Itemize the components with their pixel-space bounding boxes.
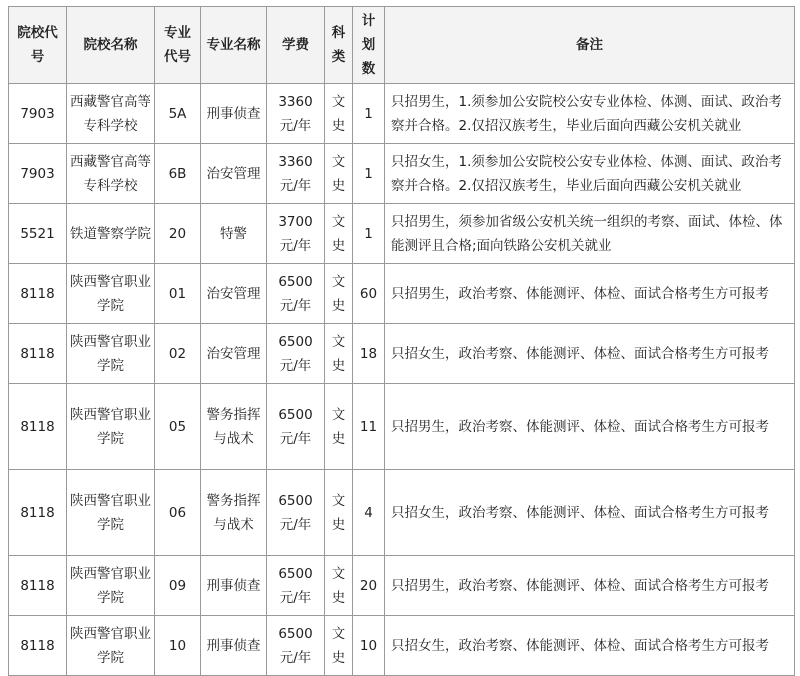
cell-school-code: 8118: [9, 616, 67, 676]
header-school-code: 院校代号: [9, 7, 67, 84]
cell-plan: 18: [353, 324, 385, 384]
cell-note: 只招女生，政治考察、体能测评、体检、面试合格考生方可报考: [385, 324, 795, 384]
cell-subject: 文史: [325, 384, 353, 470]
cell-plan: 4: [353, 470, 385, 556]
table-row: [9, 470, 795, 556]
cell-subject: 文史: [325, 324, 353, 384]
cell-major-code: 6B: [155, 144, 201, 204]
cell-school-code: 8118: [9, 324, 67, 384]
cell-school-code: 7903: [9, 84, 67, 144]
cell-school-name: 西藏警官高等专科学校: [67, 144, 155, 204]
cell-tuition: 6500元/年: [267, 616, 325, 676]
cell-note: 只招女生，政治考察、体能测评、体检、面试合格考生方可报考: [385, 616, 795, 676]
header-plan: 计划数: [353, 7, 385, 84]
cell-plan: 20: [353, 556, 385, 616]
cell-school-code: 7903: [9, 144, 67, 204]
cell-major-name: 治安管理: [201, 264, 267, 324]
cell-tuition: 6500元/年: [267, 384, 325, 470]
header-note: 备注: [385, 7, 795, 84]
cell-tuition: 3360元/年: [267, 144, 325, 204]
header-row: [9, 7, 795, 84]
cell-subject: 文史: [325, 144, 353, 204]
cell-major-name: 警务指挥与战术: [201, 470, 267, 556]
header-subject: 科类: [325, 7, 353, 84]
cell-school-name: 陕西警官职业学院: [67, 616, 155, 676]
cell-note: 只招男生，政治考察、体能测评、体检、面试合格考生方可报考: [385, 384, 795, 470]
cell-note: 只招男生，须参加省级公安机关统一组织的考察、面试、体检、体能测评且合格;面向铁路公安机关就业: [385, 204, 795, 264]
table-row: [9, 84, 795, 144]
cell-major-code: 01: [155, 264, 201, 324]
cell-major-code: 5A: [155, 84, 201, 144]
table-row: [9, 556, 795, 616]
cell-school-code: 5521: [9, 204, 67, 264]
cell-major-code: 20: [155, 204, 201, 264]
cell-school-name: 铁道警察学院: [67, 204, 155, 264]
cell-school-name: 陕西警官职业学院: [67, 556, 155, 616]
cell-major-name: 警务指挥与战术: [201, 384, 267, 470]
cell-major-name: 治安管理: [201, 144, 267, 204]
cell-major-name: 治安管理: [201, 324, 267, 384]
cell-school-code: 8118: [9, 384, 67, 470]
cell-plan: 1: [353, 204, 385, 264]
header-major-name: 专业名称: [201, 7, 267, 84]
cell-tuition: 3360元/年: [267, 84, 325, 144]
cell-note: 只招男生，政治考察、体能测评、体检、面试合格考生方可报考: [385, 556, 795, 616]
cell-subject: 文史: [325, 264, 353, 324]
cell-major-code: 05: [155, 384, 201, 470]
cell-tuition: 6500元/年: [267, 324, 325, 384]
table-row: [9, 144, 795, 204]
cell-major-name: 特警: [201, 204, 267, 264]
cell-major-code: 06: [155, 470, 201, 556]
cell-tuition: 6500元/年: [267, 556, 325, 616]
cell-major-code: 09: [155, 556, 201, 616]
cell-major-name: 刑事侦查: [201, 84, 267, 144]
cell-tuition: 6500元/年: [267, 470, 325, 556]
cell-school-name: 陕西警官职业学院: [67, 384, 155, 470]
cell-school-code: 8118: [9, 556, 67, 616]
table-row: [9, 616, 795, 676]
cell-note: 只招女生，政治考察、体能测评、体检、面试合格考生方可报考: [385, 470, 795, 556]
cell-school-name: 陕西警官职业学院: [67, 324, 155, 384]
table-row: [9, 264, 795, 324]
cell-note: 只招男生，政治考察、体能测评、体检、面试合格考生方可报考: [385, 264, 795, 324]
cell-note: 只招男生，1.须参加公安院校公安专业体检、体测、面试、政治考察并合格。2.仅招汉族考生，毕业后面向西藏公安机关就业: [385, 84, 795, 144]
table-row: [9, 324, 795, 384]
cell-school-name: 陕西警官职业学院: [67, 264, 155, 324]
table-row: [9, 384, 795, 470]
cell-major-code: 02: [155, 324, 201, 384]
cell-plan: 60: [353, 264, 385, 324]
cell-tuition: 6500元/年: [267, 264, 325, 324]
cell-subject: 文史: [325, 84, 353, 144]
cell-plan: 1: [353, 84, 385, 144]
cell-major-name: 刑事侦查: [201, 616, 267, 676]
cell-note: 只招女生，1.须参加公安院校公安专业体检、体测、面试、政治考察并合格。2.仅招汉族考生，毕业后面向西藏公安机关就业: [385, 144, 795, 204]
cell-school-code: 8118: [9, 470, 67, 556]
cell-tuition: 3700元/年: [267, 204, 325, 264]
header-major-code: 专业代号: [155, 7, 201, 84]
cell-plan: 10: [353, 616, 385, 676]
cell-school-name: 西藏警官高等专科学校: [67, 84, 155, 144]
cell-school-code: 8118: [9, 264, 67, 324]
cell-plan: 1: [353, 144, 385, 204]
table-row: [9, 204, 795, 264]
cell-major-name: 刑事侦查: [201, 556, 267, 616]
header-tuition: 学费: [267, 7, 325, 84]
cell-plan: 11: [353, 384, 385, 470]
cell-subject: 文史: [325, 556, 353, 616]
cell-subject: 文史: [325, 616, 353, 676]
cell-subject: 文史: [325, 470, 353, 556]
cell-subject: 文史: [325, 204, 353, 264]
header-school-name: 院校名称: [67, 7, 155, 84]
cell-school-name: 陕西警官职业学院: [67, 470, 155, 556]
cell-major-code: 10: [155, 616, 201, 676]
admissions-table: [8, 6, 795, 676]
